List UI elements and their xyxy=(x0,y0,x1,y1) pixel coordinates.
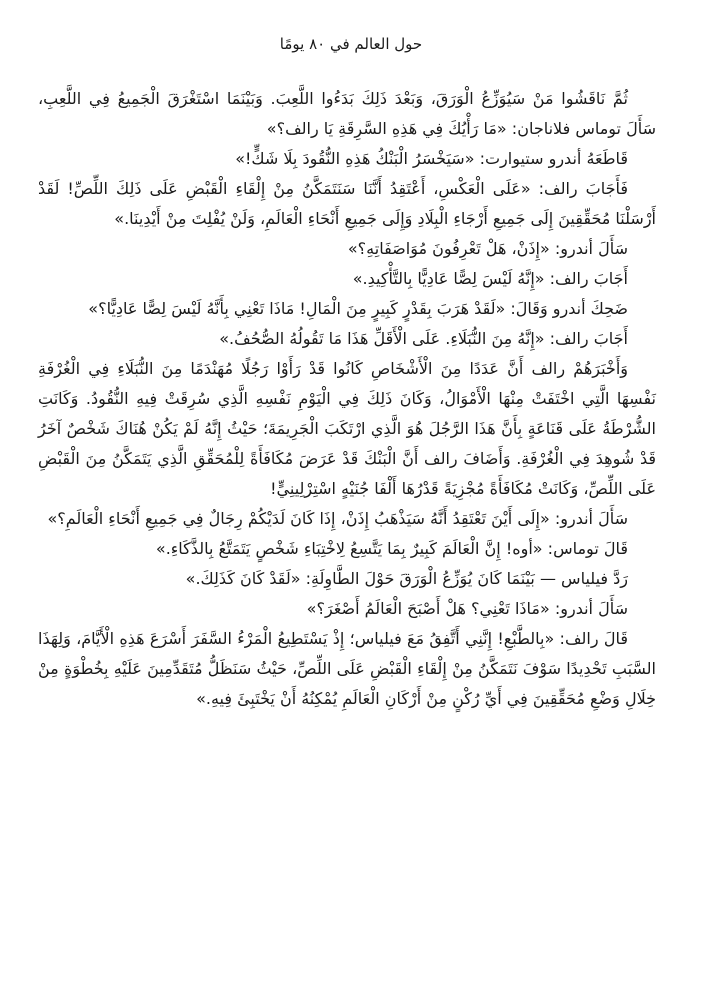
paragraph: قَالَ توماس: «أوه! إِنَّ الْعَالَمَ كَبِيرٌ بِمَا يَتَّسِعُ لِاخْتِبَاءِ شَخْصٍ يَتَمَتَّعُ بِالذَّكَاءِ.» xyxy=(155,539,628,558)
paragraph: فَأَجَابَ رالف: «عَلَى الْعَكْسِ، أَعْتَقِدُ أَنَّنَا سَنَتَمَكَّنُ مِنْ إِلْقَاءِ الْقَبْضِ عَلَى ذَلِكَ اللِّصِّ! لَقَدْ أَرْسَلْنَا مُحَقِّقِينَ إِلَى جَمِيعِ أَرْجَاءِ الْبِلَادِ وَإِلَى جَمِيعِ أَنْحَاءِ الْعَالَمِ، وَلَنْ يُفْلِتَ مِنْ أَيْدِينَا.» xyxy=(38,179,656,228)
paragraph: أَجَابَ رالف: «إِنَّهُ مِنَ النُّبَلَاءِ. عَلَى الْأَقَلِّ هَذَا مَا تَقُولُهُ الصُّحُفُ.» xyxy=(219,329,628,348)
paragraph: ضَحِكَ أندرو وَقَالَ: «لَقَدْ هَرَبَ بِقَدْرٍ كَبِيرٍ مِنَ الْمَالِ! مَاذَا تَعْنِي بِأَنَّهُ لَيْسَ لِصًّا عَادِيًّا؟» xyxy=(88,299,628,318)
paragraph: قَالَ رالف: «بِالطَّبْعِ! إِنَّنِي أَتَّفِقُ مَعَ فيلياس؛ إِذْ يَسْتَطِيعُ الْمَرْءُ السَّفَرَ أَسْرَعَ هَذِهِ الْأَيَّامَ، وَلِهَذَا السَّبَبِ تَحْدِيدًا سَوْفَ نَتَمَكَّنُ مِنْ إِلْقَاءِ الْقَبْضِ عَلَى اللِّصِّ، حَيْثُ سَنَظَلُّ مُتَقَدِّمِينَ عَلَيْهِ بِخُطْوَةٍ مِنْ خِلَالِ وَضْعِ مُحَقِّقِينَ فِي أَيِّ رُكْنٍ مِنْ أَرْكَانِ الْعَالَمِ يُمْكِنُهُ أَنْ يَخْتَبِئَ فِيهِ.» xyxy=(38,629,656,708)
paragraph: أَجَابَ رالف: «إِنَّهُ لَيْسَ لِصًّا عَادِيًّا بِالتَّأْكِيدِ.» xyxy=(352,269,628,288)
paragraph: سَأَلَ أندرو: «إِلَى أَيْنَ تَعْتَقِدُ أَنَّهُ سَيَذْهَبُ إِذَنْ، إِذَا كَانَ لَدَيْكُمْ رِجَالٌ فِي جَمِيعِ أَنْحَاءِ الْعَالَمِ؟» xyxy=(47,509,628,528)
paragraph: سَأَلَ أندرو: «مَاذَا تَعْنِي؟ هَلْ أَصْبَحَ الْعَالَمُ أَصْغَرَ؟» xyxy=(306,599,628,618)
running-header: حول العالم في ٨٠ يومًا xyxy=(279,35,423,53)
paragraph: قَاطَعَهُ أندرو ستيوارت: «سَيَخْسَرُ الْبَنْكُ هَذِهِ النُّقُودَ بِلَا شَكٍّ!» xyxy=(235,149,628,168)
body-text xyxy=(38,84,656,714)
paragraph: سَأَلَ أندرو: «إِذَنْ، هَلْ تَعْرِفُونَ مُوَاصَفَاتِهِ؟» xyxy=(347,239,628,258)
paragraph: ثُمَّ نَاقَشُوا مَنْ سَيُوَزِّعُ الْوَرَقَ، وَبَعْدَ ذَلِكَ بَدَءُوا اللَّعِبَ. وَبَيْنَمَا اسْتَغْرَقَ الْجَمِيعُ فِي اللَّعِبِ، سَأَلَ توماس فلاناجان: «مَا رَأْيُكَ فِي هَذِهِ السَّرِقَةِ يَا رالف؟» xyxy=(38,89,656,138)
paragraph: رَدَّ فيلياس — بَيْنَمَا كَانَ يُوَزِّعُ الْوَرَقَ حَوْلَ الطَّاوِلَةِ: «لَقَدْ كَانَ كَذَلِكَ.» xyxy=(185,569,628,588)
paragraph: وَأَخْبَرَهُمْ رالف أَنَّ عَدَدًا مِنَ الْأَشْخَاصِ كَانُوا قَدْ رَأَوْا رَجُلًا مُهَنْدَمًا مِنَ النُّبَلَاءِ فِي الْغُرْفَةِ نَفْسِهَا الَّتِي اخْتَفَتْ مِنْهَا الْأَمْوَالُ، وَكَانَ ذَلِكَ فِي الْيَوْمِ نَفْسِهِ الَّذِي سُرِقَتْ فِيهِ النُّقُودُ. وَكَانَتِ الشُّرْطَةُ عَلَى قَنَاعَةٍ بِأَنَّ هَذَا الرَّجُلَ هُوَ الَّذِي ارْتَكَبَ الْجَرِيمَةَ؛ حَيْثُ إِنَّهُ لَمْ يَكُنْ هُنَاكَ شَخْصٌ آخَرُ قَدْ شُوهِدَ فِي الْغُرْفَةِ. وَأَضَافَ رالف أَنَّ الْبَنْكَ قَدْ عَرَضَ مُكَافَأَةً لِلْمُحَقِّقِ الَّذِي يَتَمَكَّنُ مِنَ الْقَبْضِ عَلَى اللِّصِّ، وَكَانَتْ مُكَافَأَةً مُجْزِيَةً قَدْرُهَا أَلْفَا جُنَيْهٍ اسْتِرْلِينِيٍّ! xyxy=(38,359,656,498)
